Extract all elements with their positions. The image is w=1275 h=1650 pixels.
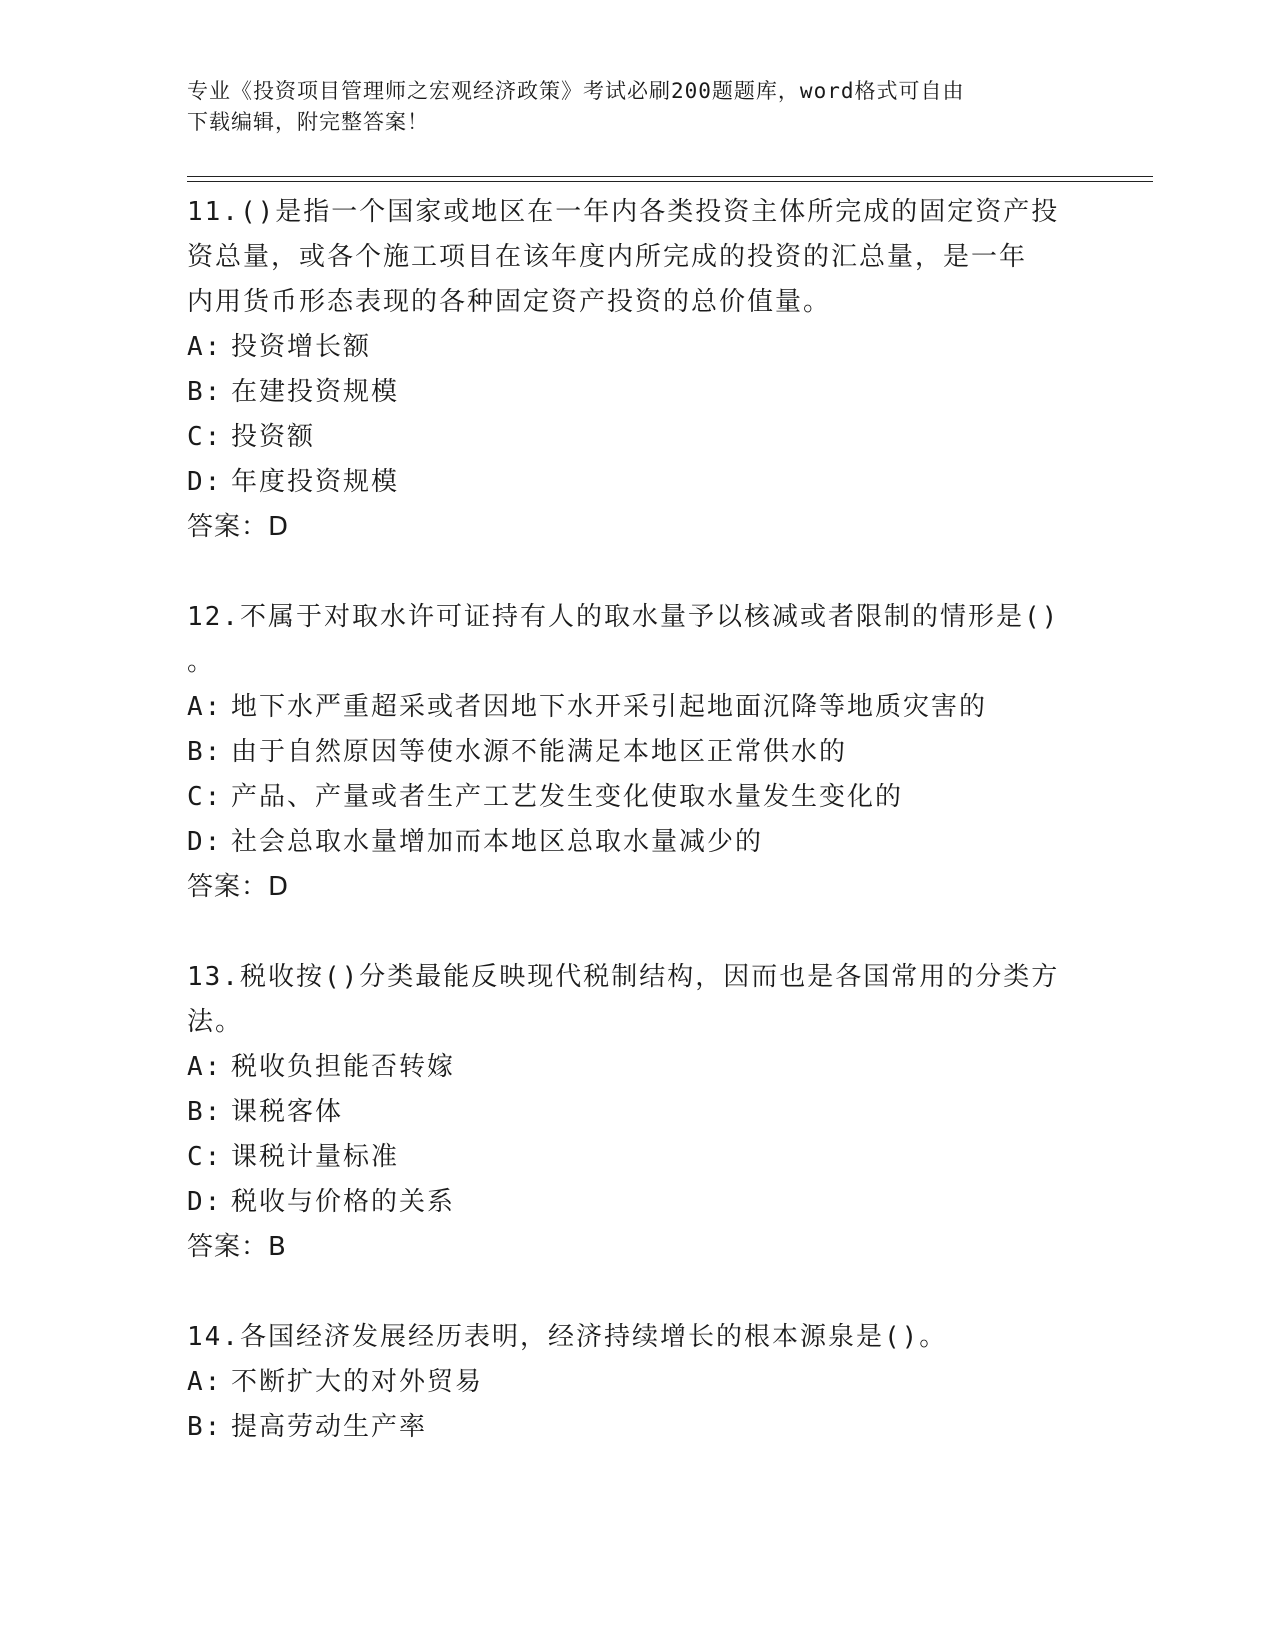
header-line-1: 专业《投资项目管理师之宏观经济政策》考试必刷200题题库，word格式可自由	[187, 79, 965, 103]
option-a	[187, 685, 1087, 730]
option-c	[187, 1135, 1087, 1180]
header-rule-top	[187, 176, 1153, 177]
option-key: C:	[187, 1142, 223, 1172]
question-stem: 12.不属于对取水许可证持有人的取水量予以核减或者限制的情形是()	[187, 602, 1060, 632]
option-a	[187, 1360, 1087, 1405]
option-a	[187, 325, 1087, 370]
option-text: 产品、产量或者生产工艺发生变化使取水量发生变化的	[231, 782, 904, 812]
question-stem: 法。	[187, 1007, 244, 1037]
option-key: A:	[187, 332, 223, 362]
option-b	[187, 1090, 1087, 1135]
option-key: D:	[187, 467, 223, 497]
option-c	[187, 775, 1087, 820]
option-text: 不断扩大的对外贸易	[231, 1367, 484, 1397]
answer-line: 答案：D	[187, 512, 290, 542]
option-b	[187, 370, 1087, 415]
option-key: A:	[187, 692, 223, 722]
option-text: 投资额	[231, 422, 316, 452]
option-key: D:	[187, 827, 223, 857]
option-key: A:	[187, 1367, 223, 1397]
option-text: 年度投资规模	[231, 467, 400, 497]
question-13	[187, 955, 1087, 1270]
option-a	[187, 1045, 1087, 1090]
option-key: B:	[187, 737, 223, 767]
option-d	[187, 820, 1087, 865]
option-key: B:	[187, 1412, 223, 1442]
option-text: 社会总取水量增加而本地区总取水量减少的	[231, 827, 764, 857]
option-b	[187, 1405, 1087, 1450]
option-text: 地下水严重超采或者因地下水开采引起地面沉降等地质灾害的	[231, 692, 988, 722]
option-key: A:	[187, 1052, 223, 1082]
option-key: C:	[187, 422, 223, 452]
header-rule-bottom	[187, 181, 1153, 182]
question-stem: 11.()是指一个国家或地区在一年内各类投资主体所完成的固定资产投	[187, 197, 1060, 227]
option-text: 课税计量标准	[231, 1142, 400, 1172]
option-text: 税收与价格的关系	[231, 1187, 456, 1217]
option-text: 在建投资规模	[231, 377, 400, 407]
option-text: 投资增长额	[231, 332, 372, 362]
question-stem: 13.税收按()分类最能反映现代税制结构，因而也是各国常用的分类方	[187, 962, 1060, 992]
option-key: B:	[187, 377, 223, 407]
answer-line: 答案：D	[187, 872, 290, 902]
option-text: 课税客体	[231, 1097, 344, 1127]
question-stem: 14.各国经济发展经历表明，经济持续增长的根本源泉是()。	[187, 1322, 948, 1352]
option-c	[187, 415, 1087, 460]
option-text: 提高劳动生产率	[231, 1412, 428, 1442]
option-b	[187, 730, 1087, 775]
header-line-2: 下载编辑，附完整答案！	[187, 110, 429, 134]
question-14	[187, 1315, 1087, 1450]
question-stem: 内用货币形态表现的各种固定资产投资的总价值量。	[187, 287, 832, 317]
option-text: 由于自然原因等使水源不能满足本地区正常供水的	[231, 737, 848, 767]
question-list	[187, 190, 1087, 1495]
answer-line: 答案：B	[187, 1232, 287, 1262]
question-stem: 资总量，或各个施工项目在该年度内所完成的投资的汇总量，是一年	[187, 242, 1028, 272]
document-header	[187, 76, 1067, 138]
option-key: B:	[187, 1097, 223, 1127]
option-d	[187, 1180, 1087, 1225]
option-d	[187, 460, 1087, 505]
option-key: D:	[187, 1187, 223, 1217]
option-key: C:	[187, 782, 223, 812]
question-stem: 。	[187, 647, 216, 677]
question-11	[187, 190, 1087, 550]
option-text: 税收负担能否转嫁	[231, 1052, 456, 1082]
question-12	[187, 595, 1087, 910]
